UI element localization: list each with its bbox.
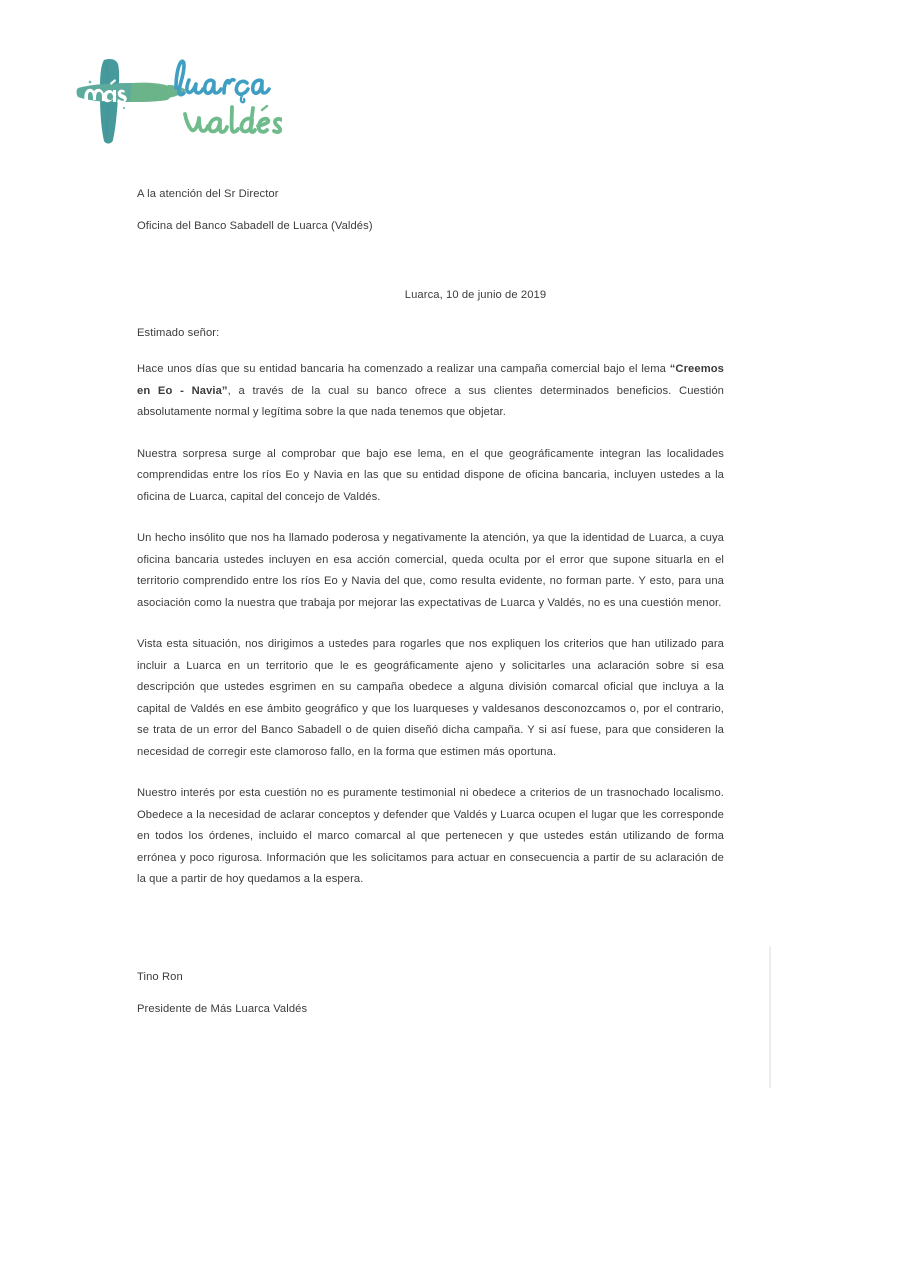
mas-luarca-valdes-logo (72, 52, 282, 152)
margin-rule-line (769, 946, 771, 1088)
letter-paragraph-5: Nuestro interés por esta cuestión no es puramente testimonial ni obedece a criterios de un trasnochado localismo. Obedece a la necesidad de aclarar conceptos y defender que Valdés y Luarca ocupen el lugar que les corresponde en todos los órdenes, incluido el marco comarcal al que pertenecen y que ustedes están utilizando de forma errónea y poco rigurosa. Información que les solicitamos para actuar en consecuencia a partir de su aclaración de la que a partir de hoy quedamos a la espera. (137, 787, 724, 886)
paragraph-1-text-before: Hace unos días que su entidad bancaria ha comenzado a realizar una campaña comercial bajo el lema (137, 363, 670, 376)
letter-paragraph-4: Vista esta situación, nos dirigimos a ustedes para rogarles que nos expliquen los criterios que han utilizado para incluir a Luarca en un territorio que le es geográficamente ajeno y solicitarles una aclaración sobre si esa descripción que ustedes esgrimen en su campaña obedece a alguna división comarcal oficial que incluya a la capital de Valdés en ese ámbito geográfico y que los luarqueses y valdesanos desconozcamos o, por el contrario, se trata de un error del Banco Sabadell o de quien diseñó dicha campaña. Y si así fuese, para que consideren la necesidad de corregir este clamoroso fallo, en la forma que estimen más oportuna. (137, 638, 724, 758)
paragraph-1-text-after: , a través de la cual su banco ofrece a sus clientes determinados beneficios. Cuestión absolutamente normal y legítima sobre la que nada tenemos que objetar. (137, 384, 724, 419)
signature-block (137, 969, 724, 1017)
letter-paragraph-3: Un hecho insólito que nos ha llamado poderosa y negativamente la atención, ya que la identidad de Luarca, a cuya oficina bancaria ustedes incluyen en esa acción comercial, queda oculta por el error que supone situarla en el territorio comprendido entre los ríos Eo y Navia del que, como resulta evidente, no forman parte. Y esto, para una asociación como la nuestra que trabaja por mejorar las expectativas de Luarca y Valdés, no es una cuestión menor. (137, 532, 724, 609)
letter-greeting: Estimado señor: (137, 327, 220, 340)
logo-valdes-word (185, 106, 282, 132)
logo-cross-shape (77, 59, 187, 144)
letter-paragraph-1 (137, 359, 724, 424)
recipient-line-1: A la atención del Sr Director (137, 188, 279, 200)
signer-name: Tino Ron (137, 970, 183, 983)
campaign-slogan: “Creemos en Eo - Navia” (137, 363, 724, 397)
logo-luarca-word (176, 61, 269, 102)
letter-date: Luarca, 10 de junio de 2019 (404, 289, 547, 302)
letter-paragraph-2: Nuestra sorpresa surge al comprobar que bajo ese lema, en el que geográficamente integran las localidades comprendidas entre los ríos Eo y Navia en las que su entidad dispone de oficina bancaria, incluyen ustedes a la oficina de Luarca, capital del concejo de Valdés. (137, 447, 724, 503)
recipient-line-2: Oficina del Banco Sabadell de Luarca (Valdés) (137, 220, 373, 233)
signer-title: Presidente de Más Luarca Valdés (137, 1003, 308, 1016)
letter-body (137, 186, 724, 1017)
